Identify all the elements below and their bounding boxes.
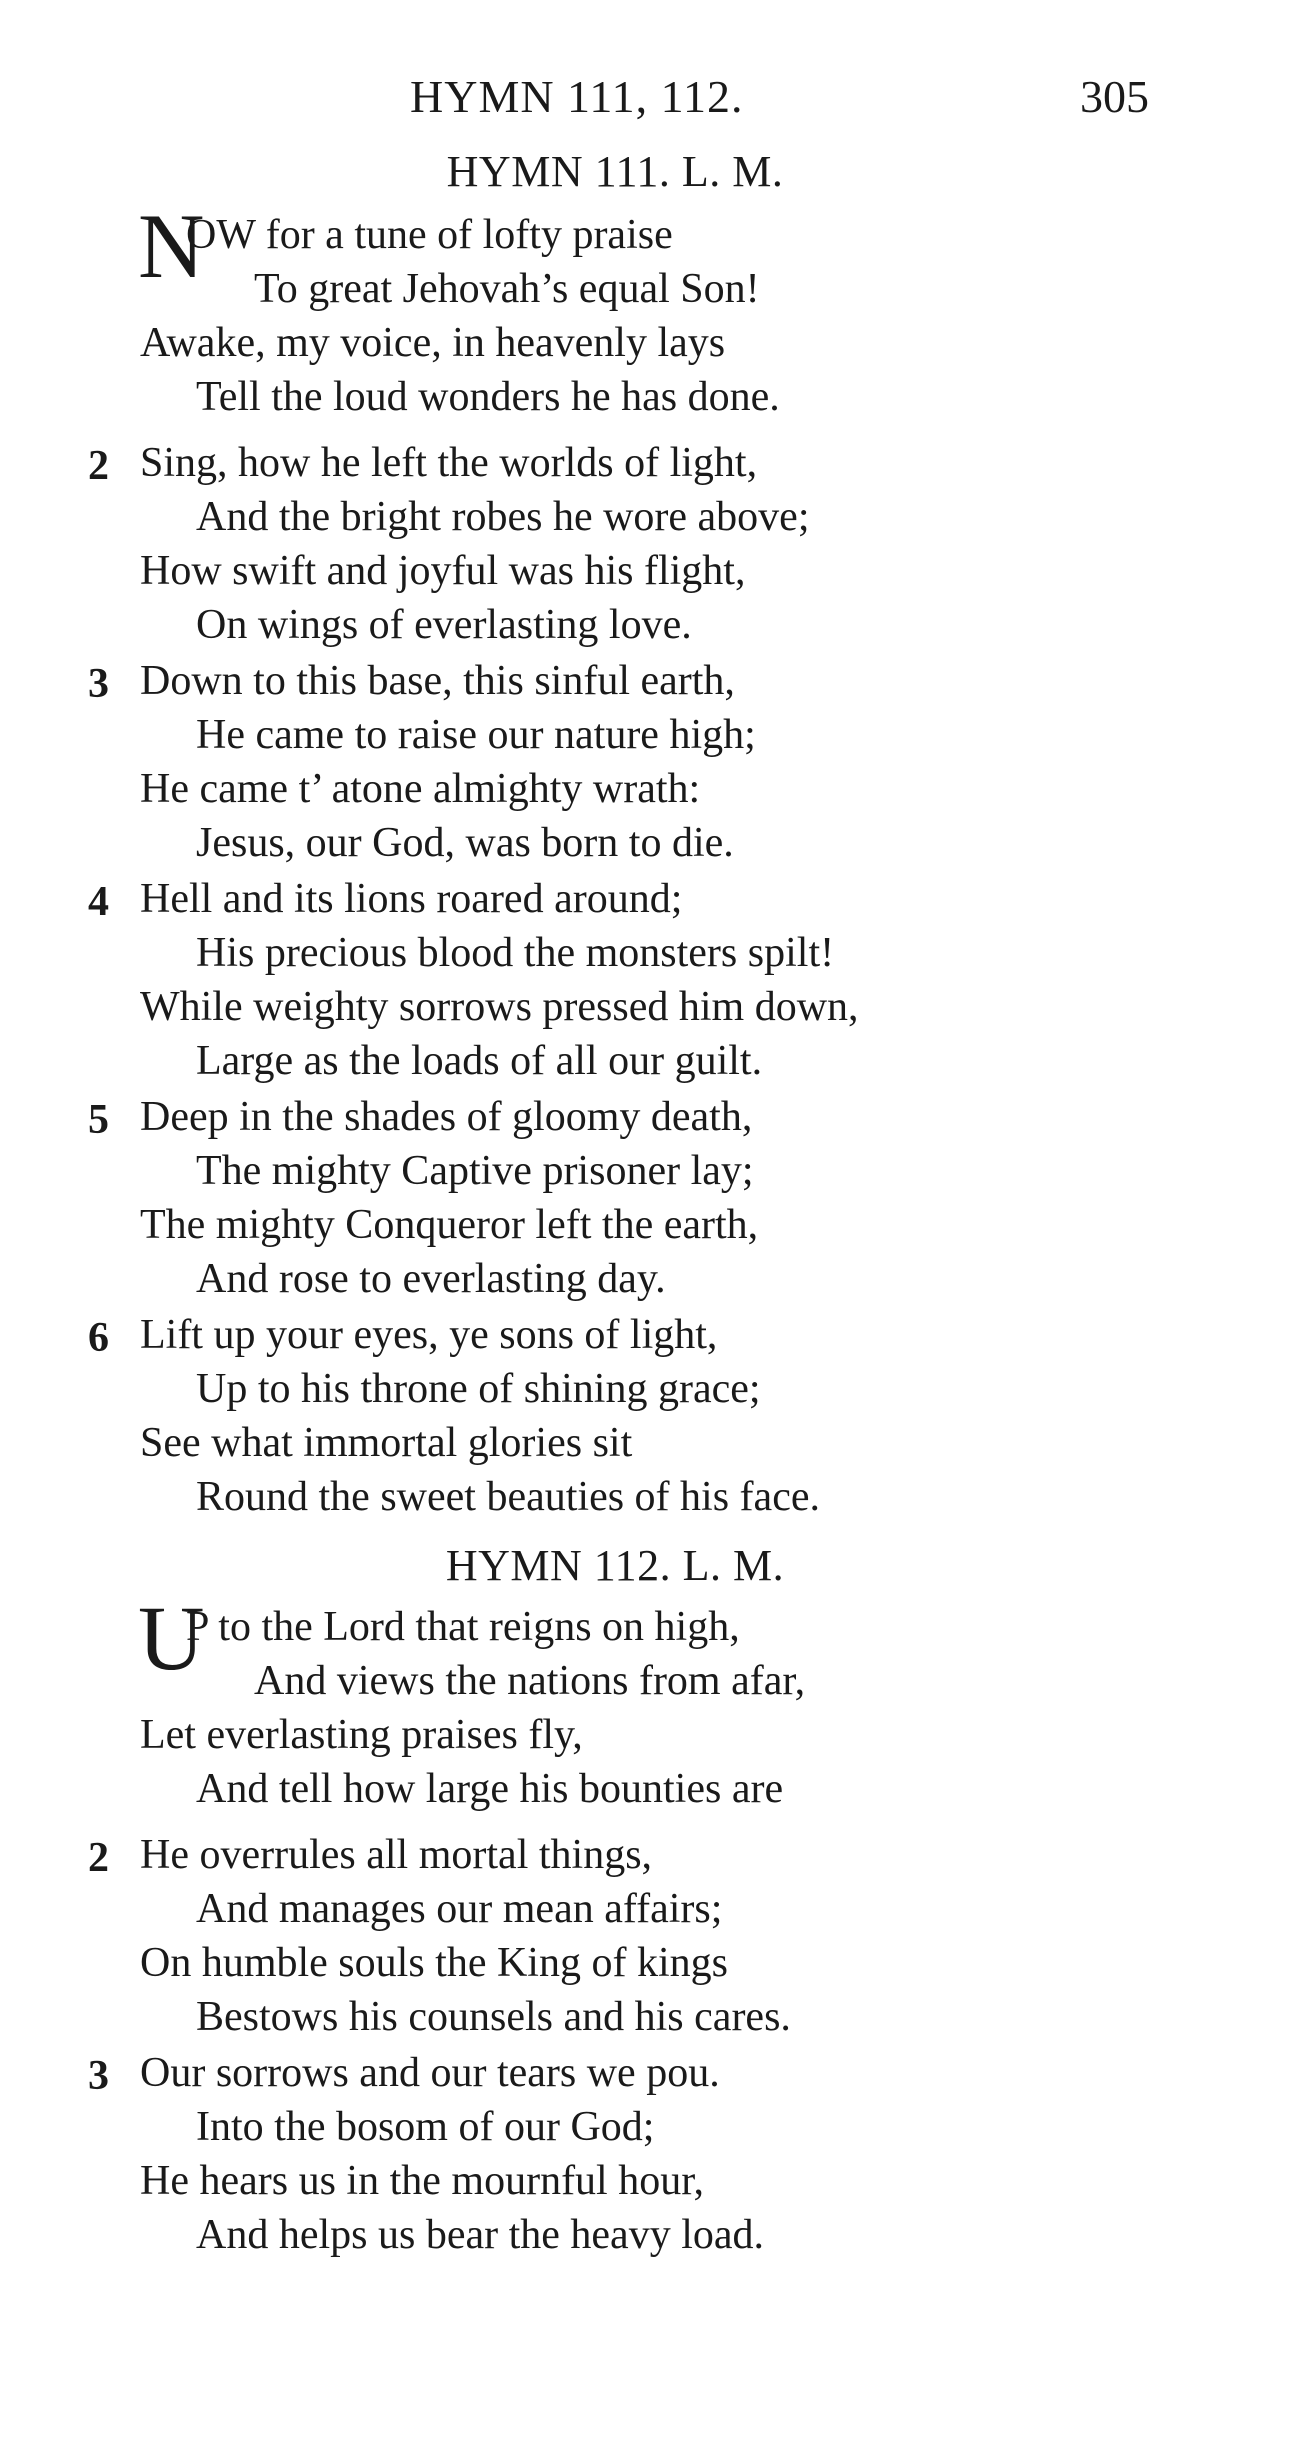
hymn-111-verse-6-number: 6 bbox=[88, 1315, 109, 1361]
hymn-111-verse-1-line-3: Awake, my voice, in heavenly lays bbox=[140, 320, 726, 366]
hymn-111-dropcap: N bbox=[138, 195, 205, 297]
hymn-112-verse-1-line-1: P to the Lord that reigns on high, bbox=[186, 1604, 740, 1650]
hymn-111-verse-5-line-3: The mighty Conqueror left the earth, bbox=[140, 1202, 759, 1248]
hymn-112-verse-3-line-1: Our sorrows and our tears we pou. bbox=[140, 2050, 720, 2096]
hymn-111-verse-3-line-2: He came to raise our nature high; bbox=[196, 712, 756, 758]
hymn-111-verse-4-line-3: While weighty sorrows pressed him down, bbox=[140, 984, 859, 1030]
hymn-111-verse-2-line-2: And the bright robes he wore above; bbox=[196, 494, 810, 540]
hymn-112-verse-3-number: 3 bbox=[88, 2053, 109, 2099]
hymn-111-verse-5-line-1: Deep in the shades of gloomy death, bbox=[140, 1094, 753, 1140]
hymn-111-verse-4-line-2: His precious blood the monsters spilt! bbox=[196, 930, 835, 976]
hymn-111-verse-3-line-4: Jesus, our God, was born to die. bbox=[196, 820, 734, 866]
hymn-111-verse-3-line-1: Down to this base, this sinful earth, bbox=[140, 658, 735, 704]
hymn-111-verse-6-line-1: Lift up your eyes, ye sons of light, bbox=[140, 1312, 718, 1358]
hymn-112-verse-2-line-2: And manages our mean affairs; bbox=[196, 1886, 723, 1932]
hymn-112-verse-1-line-3: Let everlasting praises fly, bbox=[140, 1712, 583, 1758]
hymn-111-verse-5-number: 5 bbox=[88, 1097, 109, 1143]
hymn-111-verse-3-number: 3 bbox=[88, 661, 109, 707]
hymn-111-verse-1-line-2: To great Jehovah’s equal Son! bbox=[254, 266, 760, 312]
hymn-111-verse-1-line-4: Tell the loud wonders he has done. bbox=[196, 374, 780, 420]
hymn-111-verse-4-number: 4 bbox=[88, 879, 109, 925]
hymn-112-verse-2-line-3: On humble souls the King of kings bbox=[140, 1940, 728, 1986]
hymn-111-verse-6-line-4: Round the sweet beauties of his face. bbox=[196, 1474, 820, 1520]
hymn-112-verse-3-line-4: And helps us bear the heavy load. bbox=[196, 2212, 765, 2258]
hymn-111-verse-6-line-2: Up to his throne of shining grace; bbox=[196, 1366, 761, 1412]
page-number: 305 bbox=[1080, 71, 1149, 122]
hymn-111-verse-6-line-3: See what immortal glories sit bbox=[140, 1420, 633, 1466]
hymn-112-verse-3-line-2: Into the bosom of our God; bbox=[196, 2104, 655, 2150]
hymn-111-verse-2-line-1: Sing, how he left the worlds of light, bbox=[140, 440, 758, 486]
hymn-112-verse-2-line-1: He overrules all mortal things, bbox=[140, 1832, 653, 1878]
running-head bbox=[0, 70, 1292, 130]
hymn-112-heading: HYMN 112. L. M. bbox=[445, 1541, 785, 1590]
hymn-112-verse-1-line-2: And views the nations from afar, bbox=[254, 1658, 806, 1704]
hymn-111-verse-5-line-2: The mighty Captive prisoner lay; bbox=[196, 1148, 754, 1194]
hymn-112-verse-2-line-4: Bestows his counsels and his cares. bbox=[196, 1994, 791, 2040]
hymn-111-verse-3-line-3: He came t’ atone almighty wrath: bbox=[140, 766, 701, 812]
hymn-112-verse-3-line-3: He hears us in the mournful hour, bbox=[140, 2158, 705, 2204]
hymn-111-verse-2-number: 2 bbox=[88, 443, 109, 489]
hymn-111-verse-4-line-1: Hell and its lions roared around; bbox=[140, 876, 683, 922]
hymn-111-verse-2-line-4: On wings of everlasting love. bbox=[196, 602, 692, 648]
hymn-112-dropcap: U bbox=[138, 1587, 205, 1689]
hymn-111-verse-1-line-1: OW for a tune of lofty praise bbox=[186, 212, 673, 258]
hymn-111-verse-4-line-4: Large as the loads of all our guilt. bbox=[196, 1038, 763, 1084]
running-title: HYMN 111, 112. bbox=[410, 71, 744, 122]
hymn-111-heading: HYMN 111. L. M. bbox=[446, 147, 784, 196]
hymn-112-verse-2-number: 2 bbox=[88, 1835, 109, 1881]
hymn-111-verse-2-line-3: How swift and joyful was his flight, bbox=[140, 548, 746, 594]
hymn-111-verse-5-line-4: And rose to everlasting day. bbox=[196, 1256, 666, 1302]
hymn-112-verse-1-line-4: And tell how large his bounties are bbox=[196, 1766, 784, 1812]
